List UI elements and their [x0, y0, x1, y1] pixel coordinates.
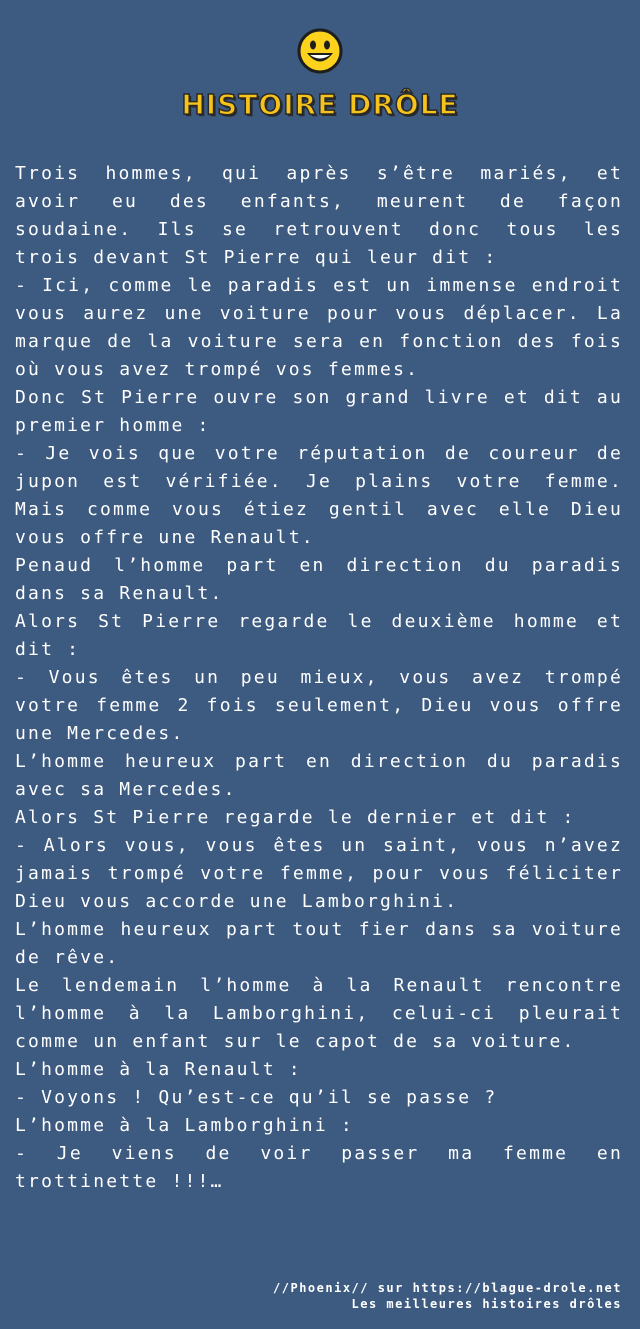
story-paragraph: L’homme à la Renault : [15, 1059, 302, 1080]
footer-tagline: Les meilleures histoires drôles [351, 1297, 622, 1311]
story-paragraph: Alors St Pierre regarde le deuxième homme et dit : [15, 611, 623, 660]
story-paragraph: L’homme heureux part tout fier dans sa voiture de rêve. [15, 919, 623, 968]
story-paragraph: L’homme à la Lamborghini : [15, 1115, 354, 1136]
story-paragraph: Trois hommes, qui après s’être mariés, et avoir eu des enfants, meurent de façon soudaine. Ils se retrouvent donc tous les trois devant St Pierre qui leur dit : [15, 163, 623, 268]
story-body [15, 160, 623, 1196]
story-paragraph: - Je viens de voir passer ma femme en trottinette !!!… [15, 1143, 623, 1192]
story-paragraph: - Ici, comme le paradis est un immense endroit vous aurez une voiture pour vous déplacer. La marque de la voiture sera en fonction des fois où vous avez trompé vos femmes. [15, 275, 623, 380]
story-paragraph: - Je vois que votre réputation de coureur de jupon est vérifiée. Je plains votre femme. Mais comme vous étiez gentil avec elle Dieu vous offre une Renault. [15, 443, 623, 548]
story-paragraph: - Vous êtes un peu mieux, vous avez trompé votre femme 2 fois seulement, Dieu vous offre une Mercedes. [15, 667, 623, 744]
page-header [0, 28, 640, 121]
footer-credit [273, 1280, 622, 1312]
story-paragraph: Le lendemain l’homme à la Renault rencontre l’homme à la Lamborghini, celui-ci pleurait comme un enfant sur le capot de sa voiture. [15, 975, 623, 1052]
story-paragraph: Alors St Pierre regarde le dernier et dit : [15, 807, 576, 828]
footer-author-line: //Phoenix// sur https://blague-drole.net [273, 1281, 622, 1295]
story-paragraph: L’homme heureux part en direction du paradis avec sa Mercedes. [15, 751, 623, 800]
smiley-face-icon [297, 28, 343, 74]
story-paragraph: - Alors vous, vous êtes un saint, vous n’avez jamais trompé votre femme, pour vous féliciter Dieu vous accorde une Lamborghini. [15, 835, 623, 912]
story-paragraph: Donc St Pierre ouvre son grand livre et dit au premier homme : [15, 387, 623, 436]
page-title: HISTOIRE DRÔLE [181, 88, 459, 121]
story-paragraph: Penaud l’homme part en direction du paradis dans sa Renault. [15, 555, 623, 604]
story-paragraph: - Voyons ! Qu’est-ce qu’il se passe ? [15, 1087, 498, 1108]
